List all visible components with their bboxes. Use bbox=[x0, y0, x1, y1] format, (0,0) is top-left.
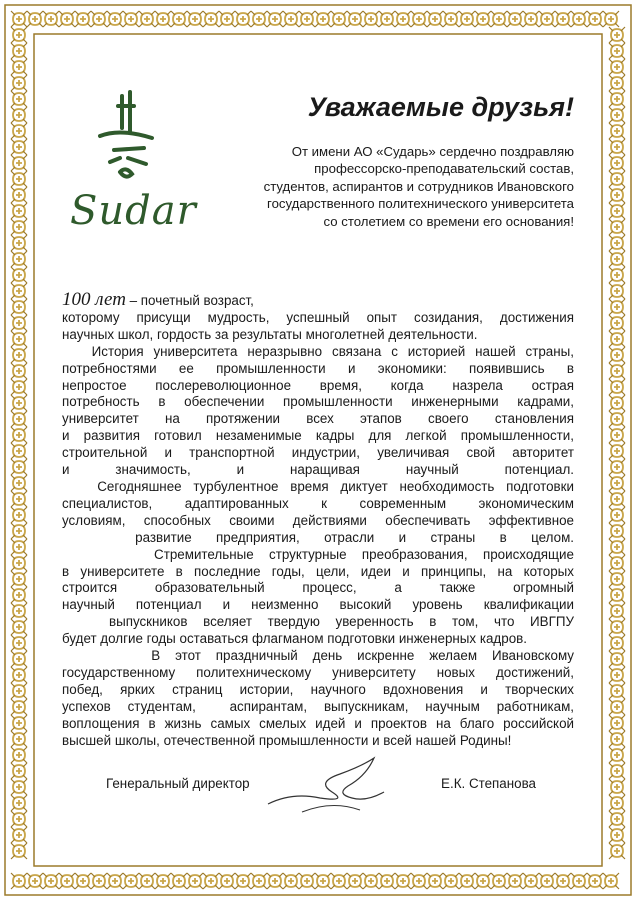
body-line: будет долгие годы оставаться флагманом подготовки инженерных кадров. bbox=[62, 631, 527, 647]
body-line: высшей школы, отечественной промышленности и всей нашей Родины! bbox=[62, 732, 512, 748]
logo-emblem-icon bbox=[60, 88, 210, 198]
body-line: Стремительные структурные преобразования, происходящие bbox=[62, 546, 574, 562]
signatory-name: Е.К. Степанова bbox=[441, 776, 536, 791]
signatory-title: Генеральный директор bbox=[106, 776, 250, 791]
body-line: выпускников вселяет твердую уверенность в том, что ИВГПУ bbox=[62, 614, 574, 630]
body-line: и значимость, и наращивая научный потенциал. bbox=[62, 462, 574, 478]
body-line: специалистов, адаптированных к современным экономическим bbox=[62, 495, 574, 511]
body-line: университет на протяжении всех этапов своего становления bbox=[62, 411, 574, 427]
intro-line: профессорско-преподавательский состав, bbox=[314, 161, 574, 177]
body-line: и развития готовил незаменимые кадры для легкой промышленности, bbox=[62, 428, 574, 444]
body-line: побед, ярких страниц истории, научного вдохновения и творческих bbox=[62, 681, 574, 697]
body-lead-line bbox=[62, 289, 574, 310]
body-line: научный потенциал и неизменно высокий уровень квалификации bbox=[62, 597, 574, 613]
lead-emphasis: 100 лет bbox=[62, 289, 126, 310]
body-line: условиям, способных своими действиями обеспечивать эффективное bbox=[62, 512, 574, 528]
body-line: потребностями ее промышленности и экономики: появившись в bbox=[62, 360, 574, 376]
body-line: строительной и транспортной индустрии, увеличивая свой авторитет bbox=[62, 445, 574, 461]
body-line: государственному политехническому университету новых достижений, bbox=[62, 664, 574, 680]
body-line: развитие предприятия, отрасли и страны в целом. bbox=[62, 529, 574, 545]
handwritten-signature bbox=[262, 752, 392, 822]
body-line: воплощения в жизнь самых смелых идей и проектов на благо российской bbox=[62, 715, 574, 731]
body-line: Сегодняшнее турбулентное время диктует необходимость подготовки bbox=[62, 478, 574, 494]
letter-heading: Уважаемые друзья! bbox=[307, 92, 574, 122]
intro-line: государственного политехнического университета bbox=[267, 196, 574, 212]
body-line: В этот праздничный день искренне желаем Ивановскому bbox=[62, 648, 574, 664]
body-line: строится образовательный процесс, а также огромный bbox=[62, 580, 574, 596]
body-line: научных школ, гордость за результаты многолетней деятельности. bbox=[62, 326, 478, 342]
intro-line: От имени АО «Сударь» сердечно поздравляю bbox=[291, 144, 574, 159]
body-line: которому присущи мудрость, успешный опыт созидания, достижения bbox=[62, 309, 574, 325]
intro-line: со столетием со времени его основания! bbox=[323, 213, 574, 229]
body-line: успехов студентам, аспирантам, выпускникам, научным работникам, bbox=[62, 698, 574, 714]
letter-body bbox=[62, 289, 574, 749]
lead-rest: – почетный возраст, bbox=[125, 293, 254, 308]
logo-wordmark: Sudar bbox=[70, 188, 197, 234]
body-line: потребность в обеспечении промышленности инженерными кадрами, bbox=[62, 394, 574, 410]
intro-paragraph bbox=[214, 143, 574, 230]
body-line: История университета неразрывно связана с историей нашей страны, bbox=[62, 343, 574, 359]
body-line: в университете в последние годы, цели, идеи и принципы, на которых bbox=[62, 563, 574, 579]
body-line: непростое послереволюционное время, когда назрела острая bbox=[62, 377, 574, 393]
intro-line: студентов, аспирантов и сотрудников Ивановского bbox=[263, 178, 574, 194]
